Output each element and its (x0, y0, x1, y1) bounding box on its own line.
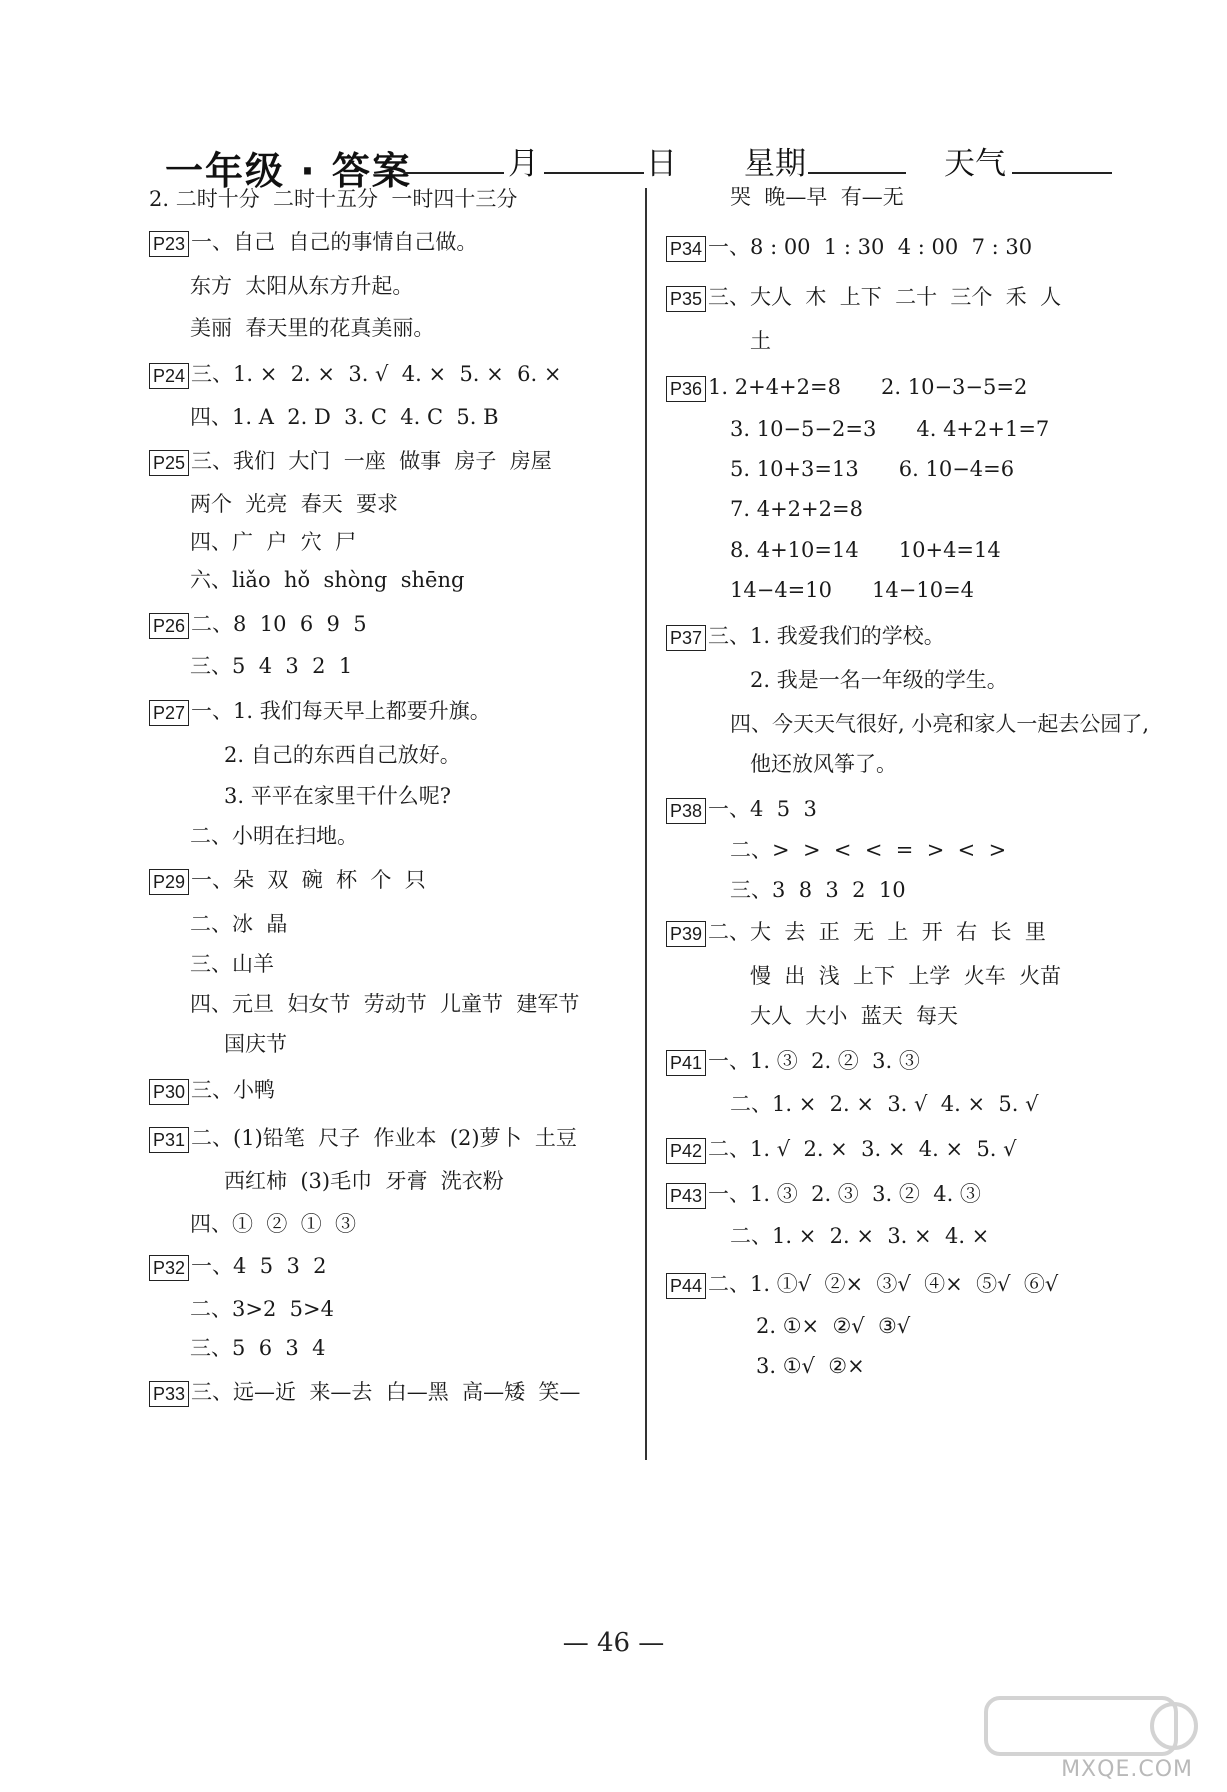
right-answer-line (730, 536, 1001, 564)
page-number: — 46 — (562, 1628, 665, 1658)
right-answer-line (730, 183, 904, 211)
day-blank (544, 172, 644, 174)
answer-text: 二、1. ①√ ②× ③√ ④× ⑤√ ⑥√ (708, 1272, 1059, 1296)
answer-text: 二、8 10 6 9 5 (191, 612, 367, 636)
right-answer-line (730, 876, 906, 904)
right-answer-line (750, 750, 897, 778)
left-answer-line (149, 1378, 580, 1407)
answer-text: 西红柿 (3)毛巾 牙膏 洗衣粉 (224, 1169, 504, 1193)
weekday-label: 星期 (744, 146, 806, 182)
right-answer-line (730, 495, 863, 523)
right-answer-line (730, 836, 1006, 864)
month-label: 月 (508, 146, 539, 182)
answer-text: 2. 自己的东西自己放好。 (224, 743, 461, 767)
answer-text: 三、3 8 3 2 10 (730, 878, 906, 902)
right-answer-line (750, 327, 771, 355)
answer-text: 2. 二时十分 二时十五分 一时四十三分 (149, 187, 518, 211)
answer-text: 三、我们 大门 一座 做事 房子 房屋 (191, 449, 552, 473)
right-answer-line (666, 1047, 920, 1076)
weather-blank (1012, 172, 1112, 174)
answer-text: 二、小明在扫地。 (190, 824, 358, 848)
right-answer-line (730, 710, 1149, 738)
answer-text: 三、1. × 2. × 3. √ 4. × 5. × 6. × (191, 362, 562, 386)
page-ref-tag: P30 (149, 1079, 189, 1105)
right-answer-line (730, 455, 1014, 483)
left-answer-line (149, 1124, 577, 1153)
left-answer-line (149, 697, 491, 726)
answer-text: 二、3>2 5>4 (190, 1297, 334, 1321)
left-answer-line (224, 1167, 504, 1195)
answer-text: 三、远—近 来—去 白—黑 高—矮 笑— (191, 1380, 581, 1404)
answer-text: 3. ①√ ②× (756, 1354, 865, 1378)
answer-text: 二、大 去 正 无 上 开 右 长 里 (708, 920, 1046, 944)
answer-text: 三、5 6 3 4 (190, 1336, 326, 1360)
answer-text: 四、今天天气很好, 小亮和家人一起去公园了, (730, 712, 1150, 736)
right-answer-line (750, 1002, 958, 1030)
answer-text: 一、自己 自己的事情自己做。 (191, 230, 478, 254)
day-label: 日 (646, 146, 677, 182)
right-answer-line (666, 622, 945, 651)
answer-text: 二、冰 晶 (190, 912, 288, 936)
left-answer-line (190, 990, 579, 1018)
right-answer-line (666, 373, 1027, 402)
page-ref-tag: P23 (149, 231, 189, 257)
right-answer-line (730, 576, 974, 604)
left-answer-line (224, 741, 461, 769)
right-answer-line (666, 233, 1032, 262)
left-answer-line (190, 950, 274, 978)
right-answer-line (730, 1222, 989, 1250)
left-answer-line (190, 1295, 334, 1323)
left-answer-line (149, 228, 477, 257)
page-ref-tag: P25 (149, 450, 189, 476)
right-answer-line (666, 283, 1061, 312)
page-ref-tag: P39 (666, 921, 706, 947)
right-answer-line (750, 962, 1061, 990)
right-answer-line (666, 1180, 981, 1209)
page-ref-tag: P44 (666, 1273, 706, 1299)
answer-text: 四、① ② ① ③ (190, 1212, 357, 1236)
answer-text: 一、4 5 3 2 (191, 1254, 327, 1278)
answer-text: 他还放风筝了。 (750, 752, 897, 776)
answer-text: 2. 我是一名一年级的学生。 (750, 668, 1008, 692)
answer-text: 六、liǎo hǒ shòng shēng (190, 568, 465, 592)
right-answer-line (756, 1352, 865, 1380)
page-ref-tag: P35 (666, 286, 706, 312)
left-answer-line (149, 1076, 275, 1105)
answer-text: 2. ①× ②√ ③√ (756, 1314, 911, 1338)
answer-text: 三、大人 木 上下 二十 三个 禾 人 (708, 285, 1062, 309)
answer-text: 3. 平平在家里干什么呢? (224, 784, 451, 808)
answer-text: 慢 出 浅 上下 上学 火车 火苗 (750, 964, 1062, 988)
answer-text: 国庆节 (224, 1032, 287, 1056)
page-ref-tag: P31 (149, 1127, 189, 1153)
right-answer-line (666, 795, 817, 824)
answer-text: 一、1. ③ 2. ② 3. ③ (708, 1049, 920, 1073)
answer-text: 14−4=10 14−10=4 (730, 578, 975, 602)
answer-text: 一、8 : 00 1 : 30 4 : 00 7 : 30 (708, 235, 1033, 259)
answer-text: 二、1. √ 2. × 3. × 4. × 5. √ (708, 1137, 1017, 1161)
page-ref-tag: P36 (666, 376, 706, 402)
page-ref-tag: P38 (666, 798, 706, 824)
month-blank (404, 172, 504, 174)
left-answer-line (224, 1030, 287, 1058)
left-answer-line (190, 314, 434, 342)
left-answer-line (149, 866, 426, 895)
answer-text: 美丽 春天里的花真美丽。 (190, 316, 435, 340)
weather-label: 天气 (944, 146, 1006, 182)
answer-text: 3. 10−5−2=3 4. 4+2+1=7 (730, 417, 1050, 441)
answer-text: 东方 太阳从东方升起。 (190, 274, 414, 298)
left-answer-line (149, 610, 367, 639)
left-answer-line (190, 490, 398, 518)
answer-text: 二、(1)铅笔 尺子 作业本 (2)萝卜 土豆 (191, 1126, 577, 1150)
left-answer-line (190, 652, 352, 680)
answer-text: 一、4 5 3 (708, 797, 817, 821)
right-answer-line (666, 918, 1046, 947)
weekday-blank (808, 172, 906, 174)
answer-text: 7. 4+2+2=8 (730, 497, 863, 521)
right-answer-line (666, 1270, 1058, 1299)
answer-text: 四、元旦 妇女节 劳动节 儿童节 建军节 (190, 992, 580, 1016)
answer-text: 三、5 4 3 2 1 (190, 654, 353, 678)
left-answer-line (149, 1252, 327, 1281)
right-answer-line (756, 1312, 910, 1340)
left-answer-line (190, 1334, 326, 1362)
page-ref-tag: P32 (149, 1255, 189, 1281)
left-answer-line (149, 447, 552, 476)
page-ref-tag: P27 (149, 700, 189, 726)
left-answer-line (190, 910, 287, 938)
right-answer-line (730, 415, 1049, 443)
answer-text: 三、小鸭 (191, 1078, 276, 1102)
answer-text: 三、山羊 (190, 952, 274, 976)
answer-text: 两个 光亮 春天 要求 (190, 492, 399, 516)
page-ref-tag: P26 (149, 613, 189, 639)
right-answer-line (750, 666, 1008, 694)
left-answer-line (149, 185, 517, 213)
page-ref-tag: P29 (149, 869, 189, 895)
watermark-text: MXQE.COM (1061, 1757, 1193, 1782)
left-answer-line (190, 528, 356, 556)
page-ref-tag: P41 (666, 1050, 706, 1076)
answer-text: 8. 4+10=14 10+4=14 (730, 538, 1001, 562)
answer-text: 大人 大小 蓝天 每天 (750, 1004, 959, 1028)
answer-text: 三、1. 我爱我们的学校。 (708, 624, 945, 648)
answer-text: 二、1. × 2. × 3. √ 4. × 5. √ (730, 1092, 1039, 1116)
answer-text: 一、朵 双 碗 杯 个 只 (191, 868, 426, 892)
answer-text: 5. 10+3=13 6. 10−4=6 (730, 457, 1015, 481)
page-ref-tag: P33 (149, 1381, 189, 1407)
answer-text: 土 (750, 329, 771, 353)
left-answer-line (190, 1210, 356, 1238)
page-header (0, 0, 1227, 200)
page-ref-tag: P43 (666, 1183, 706, 1209)
answer-text: 二、1. × 2. × 3. × 4. × (730, 1224, 990, 1248)
page-title: 一年级 · 答案 (165, 149, 412, 193)
left-answer-line (190, 272, 413, 300)
right-answer-line (666, 1135, 1017, 1164)
left-answer-line (190, 566, 464, 594)
page-ref-tag: P42 (666, 1138, 706, 1164)
answer-text: 哭 晚—早 有—无 (730, 185, 904, 209)
answer-text: 四、1. A 2. D 3. C 4. C 5. B (190, 405, 499, 429)
page-ref-tag: P24 (149, 363, 189, 389)
left-answer-line (224, 782, 451, 810)
answer-text: 二、> > < < = > < > (730, 838, 1007, 862)
page-ref-tag: P34 (666, 236, 706, 262)
page-ref-tag: P37 (666, 625, 706, 651)
column-divider (645, 188, 647, 1460)
left-answer-line (149, 360, 561, 389)
answer-text: 一、1. ③ 2. ③ 3. ② 4. ③ (708, 1182, 981, 1206)
right-answer-line (730, 1090, 1039, 1118)
answer-text: 四、广 户 穴 尸 (190, 530, 357, 554)
left-answer-line (190, 403, 499, 431)
left-answer-line (190, 822, 358, 850)
answer-text: 1. 2+4+2=8 2. 10−3−5=2 (708, 375, 1028, 399)
answer-text: 一、1. 我们每天早上都要升旗。 (191, 699, 491, 723)
